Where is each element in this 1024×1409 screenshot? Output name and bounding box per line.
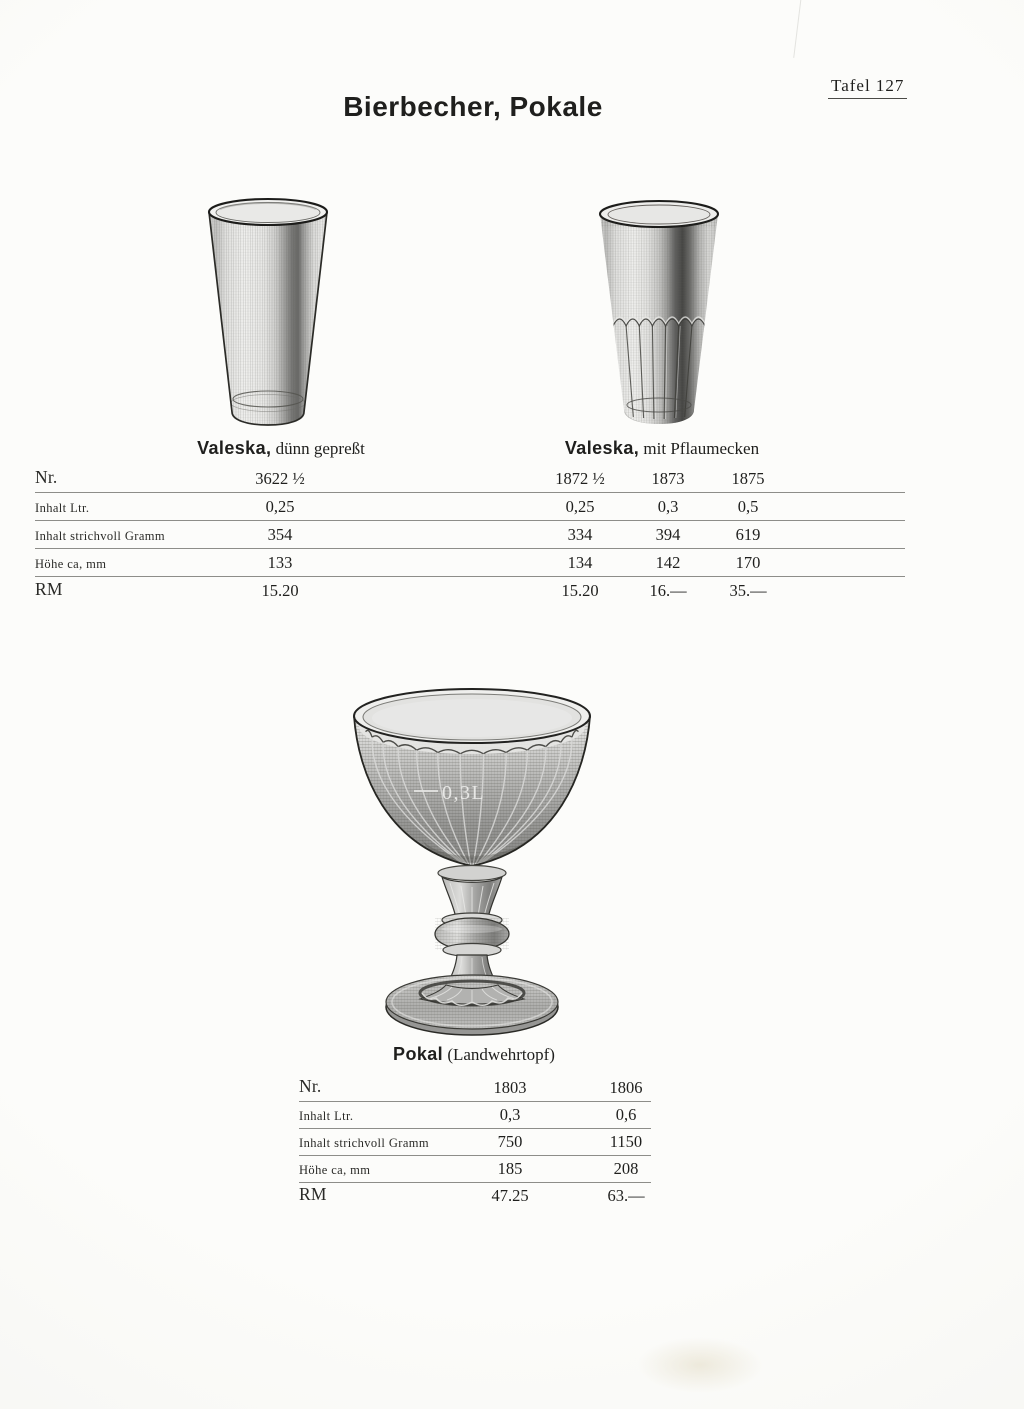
goblet-figure xyxy=(352,680,600,1045)
goblet-illustration xyxy=(352,680,600,1040)
caption-name: Valeska, xyxy=(564,438,640,458)
cell: 0,25 xyxy=(265,497,295,516)
caption-name: Pokal xyxy=(393,1044,444,1064)
cell: 354 xyxy=(267,525,293,544)
plate-number: Tafel 127 xyxy=(828,76,907,99)
row-label: Nr. xyxy=(35,467,58,487)
table-row xyxy=(35,465,905,493)
cell: 142 xyxy=(655,553,681,572)
cell: 1806 xyxy=(609,1078,643,1097)
cell: 1873 xyxy=(651,469,685,488)
table-row xyxy=(299,1102,651,1129)
cell: 0,6 xyxy=(615,1105,637,1124)
cell: 3622 ½ xyxy=(255,469,305,488)
row-label: Inhalt strichvoll Gramm xyxy=(299,1136,430,1150)
cell: 16.— xyxy=(649,581,687,600)
capacity-marking: 0,3L xyxy=(442,782,486,804)
tumbler-faceted-figure xyxy=(596,198,722,431)
tumbler-plain-figure xyxy=(206,195,330,434)
caption-desc: dünn gepreßt xyxy=(275,439,365,458)
caption-tumbler-plain xyxy=(111,438,451,459)
paper-crease xyxy=(793,0,802,58)
table-row xyxy=(299,1183,651,1209)
row-label: Inhalt Ltr. xyxy=(35,501,90,515)
caption-desc: mit Pflaumecken xyxy=(643,439,760,458)
cell: 134 xyxy=(567,553,593,572)
row-label: RM xyxy=(299,1184,327,1204)
cell: 170 xyxy=(735,553,761,572)
spec-table-valeska xyxy=(35,465,905,604)
table-row xyxy=(35,549,905,577)
cell: 15.20 xyxy=(261,581,299,600)
table-row xyxy=(299,1075,651,1102)
table-row xyxy=(299,1156,651,1183)
caption-desc: (Landwehrtopf) xyxy=(447,1045,555,1064)
cell: 15.20 xyxy=(561,581,599,600)
row-label: Inhalt Ltr. xyxy=(299,1109,354,1123)
tumbler-plain-illustration xyxy=(206,195,330,429)
cell: 208 xyxy=(613,1159,639,1178)
cell: 0,3 xyxy=(499,1105,521,1124)
cell: 1150 xyxy=(609,1132,643,1151)
page-title: Bierbecher, Pokale xyxy=(343,90,603,122)
cell: 394 xyxy=(655,525,681,544)
table-row xyxy=(299,1129,651,1156)
cell: 750 xyxy=(497,1132,523,1151)
cell: 619 xyxy=(735,525,761,544)
cell: 35.— xyxy=(729,581,767,600)
row-label: Höhe ca, mm xyxy=(35,557,107,571)
spec-table-pokal xyxy=(299,1075,651,1209)
table-row xyxy=(35,577,905,604)
row-label: Nr. xyxy=(299,1076,322,1096)
cell: 47.25 xyxy=(491,1186,529,1205)
cell: 63.— xyxy=(607,1186,645,1205)
cell: 0,5 xyxy=(737,497,759,516)
cell: 0,25 xyxy=(565,497,595,516)
table-row xyxy=(35,493,905,521)
cell: 0,3 xyxy=(657,497,679,516)
caption-name: Valeska, xyxy=(197,438,272,458)
cell: 185 xyxy=(497,1159,523,1178)
cell: 133 xyxy=(267,553,293,572)
caption-goblet xyxy=(304,1044,644,1065)
cell: 1803 xyxy=(493,1078,527,1097)
row-label: RM xyxy=(35,579,63,599)
row-label: Höhe ca, mm xyxy=(299,1163,371,1177)
row-label: Inhalt strichvoll Gramm xyxy=(35,529,166,543)
caption-tumbler-faceted xyxy=(492,438,832,459)
cell: 1872 ½ xyxy=(555,469,605,488)
tumbler-faceted-illustration xyxy=(596,198,722,426)
cell: 334 xyxy=(567,525,593,544)
cell: 1875 xyxy=(731,469,765,488)
table-row xyxy=(35,521,905,549)
